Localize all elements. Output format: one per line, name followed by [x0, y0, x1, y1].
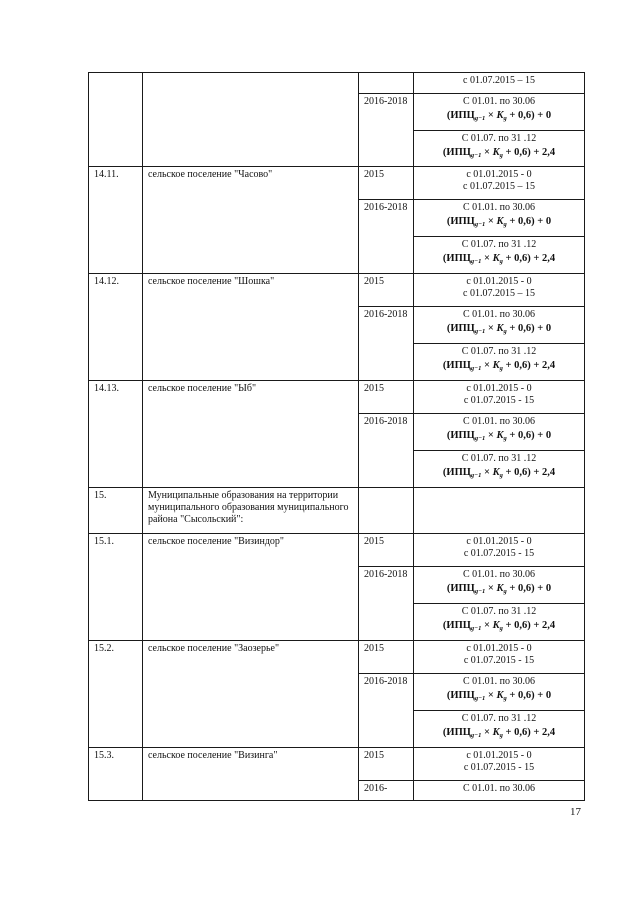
cell-year — [359, 73, 414, 94]
cell-value: С 01.01. по 30.06 $(ИПЦ_{g-1} \times K_g + 0,6) + 0$ — [414, 200, 585, 237]
cell-value: С 01.07. по 31 .12 $(ИПЦ_{g-1} \times K_g + 0,6) + 2,4$ — [414, 604, 585, 641]
formula: $(ИПЦ_{g-1} \times K_g + 0,6) + 0$ — [446, 690, 552, 702]
cell-year: 2016- — [359, 781, 414, 801]
cell-value: с 01.01.2015 - 0 с 01.07.2015 – 15 — [414, 274, 585, 307]
cell-value: С 01.01. по 30.06 $(ИПЦ_{g-1} \times K_g + 0,6) + 0$ — [414, 674, 585, 711]
cell-year — [359, 488, 414, 534]
cell-value: с 01.01.2015 - 0 с 01.07.2015 – 15 — [414, 167, 585, 200]
cell-value: С 01.01. по 30.06 $(ИПЦ_{g-1} \times K_g + 0,6) + 0$ — [414, 567, 585, 604]
cell-value: С 01.07. по 31 .12 $(ИПЦ_{g-1} \times K_g + 0,6) + 2,4$ — [414, 237, 585, 274]
cell-value: С 01.01. по 30.06 — [414, 781, 585, 801]
cell-value: С 01.01. по 30.06 $(ИПЦ_{g-1} \times K_g + 0,6) + 0$ — [414, 307, 585, 344]
cell-value: С 01.01. по 30.06 $(ИПЦ_{g-1} \times K_g + 0,6) + 0$ — [414, 414, 585, 451]
cell-name: сельское поселение "Визиндор" — [143, 534, 359, 641]
period-text: С 01.07. по 31 .12 — [461, 133, 537, 144]
cell-year: 2015 — [359, 167, 414, 200]
cell-name: сельское поселение "Ыб" — [143, 381, 359, 488]
cell-name: сельское поселение "Визинга" — [143, 748, 359, 801]
cell-number: 14.13. — [89, 381, 143, 488]
formula: $(ИПЦ_{g-1} \times K_g + 0,6) + 2,4$ — [442, 253, 556, 265]
page-number: 17 — [570, 806, 581, 818]
formula: $(ИПЦ_{g-1} \times K_g + 0,6) + 0$ — [446, 583, 552, 595]
cell-value: с 01.01.2015 - 0 с 01.07.2015 - 15 — [414, 641, 585, 674]
cell-value: С 01.07. по 31 .12 $(ИПЦ_{g-1} \times K_g + 0,6) + 2,4$ — [414, 451, 585, 488]
cell-value: С 01.07. по 31 .12 $(ИПЦ_{g-1} \times K_g + 0,6) + 2,4$ — [414, 711, 585, 748]
period-text: С 01.01. по 30.06 — [462, 96, 536, 107]
cell-name: сельское поселение "Заозерье" — [143, 641, 359, 748]
formula: $(ИПЦ_{g-1} \times K_g + 0,6) + 0$ — [446, 323, 552, 335]
cell-year: 2016-2018 — [359, 567, 414, 641]
cell-number: 15.1. — [89, 534, 143, 641]
cell-year: 2016-2018 — [359, 674, 414, 748]
formula: $(ИПЦ_{g-1} \times K_g + 0,6) + 2,4$ — [442, 620, 556, 632]
cell-number: 15.2. — [89, 641, 143, 748]
cell-name: сельское поселение "Часово" — [143, 167, 359, 274]
formula: $(ИПЦ_{g-1} \times K_g + 0,6) + 2,4$ — [442, 147, 556, 159]
cell-value — [414, 488, 585, 534]
cell-year: 2016-2018 — [359, 94, 414, 167]
cell-value — [414, 131, 585, 167]
cell-year: 2016-2018 — [359, 200, 414, 274]
formula: $(ИПЦ_{g-1} \times K_g + 0,6) + 0$ — [446, 216, 552, 228]
formula: $(ИПЦ_{g-1} \times K_g + 0,6) + 0$ — [446, 430, 552, 442]
cell-year: 2015 — [359, 381, 414, 414]
cell-year: 2015 — [359, 274, 414, 307]
cell-year: 2015 — [359, 534, 414, 567]
cell-value — [414, 94, 585, 131]
formula: $(ИПЦ_{g-1} \times K_g + 0,6) + 2,4$ — [442, 467, 556, 479]
cell-value — [414, 73, 585, 94]
cell-number: 14.11. — [89, 167, 143, 274]
cell-year: 2015 — [359, 748, 414, 781]
cell-number — [89, 73, 143, 167]
cell-number: 14.12. — [89, 274, 143, 381]
cell-year: 2016-2018 — [359, 414, 414, 488]
formula: $(ИПЦ_{g-1} \times K_g + 0,6) + 0$ — [446, 110, 552, 122]
cell-value: С 01.07. по 31 .12 $(ИПЦ_{g-1} \times K_g + 0,6) + 2,4$ — [414, 344, 585, 381]
formula: $(ИПЦ_{g-1} \times K_g + 0,6) + 2,4$ — [442, 360, 556, 372]
cell-value: с 01.01.2015 - 0 с 01.07.2015 - 15 — [414, 748, 585, 781]
section-title: Муниципальные образования на территории муниципального образования муниципального района "Сысольский": — [143, 488, 359, 534]
formula: $(ИПЦ_{g-1} \times K_g + 0,6) + 2,4$ — [442, 727, 556, 739]
cell-name — [143, 73, 359, 167]
cell-year: 2015 — [359, 641, 414, 674]
cell-number: 15. — [89, 488, 143, 534]
cell-value: с 01.01.2015 - 0 с 01.07.2015 - 15 — [414, 534, 585, 567]
value-text: с 01.07.2015 – 15 — [463, 75, 535, 86]
cell-number: 15.3. — [89, 748, 143, 801]
cell-year: 2016-2018 — [359, 307, 414, 381]
cell-value: с 01.01.2015 - 0 с 01.07.2015 - 15 — [414, 381, 585, 414]
tariff-table — [88, 72, 585, 801]
cell-name: сельское поселение "Шошка" — [143, 274, 359, 381]
